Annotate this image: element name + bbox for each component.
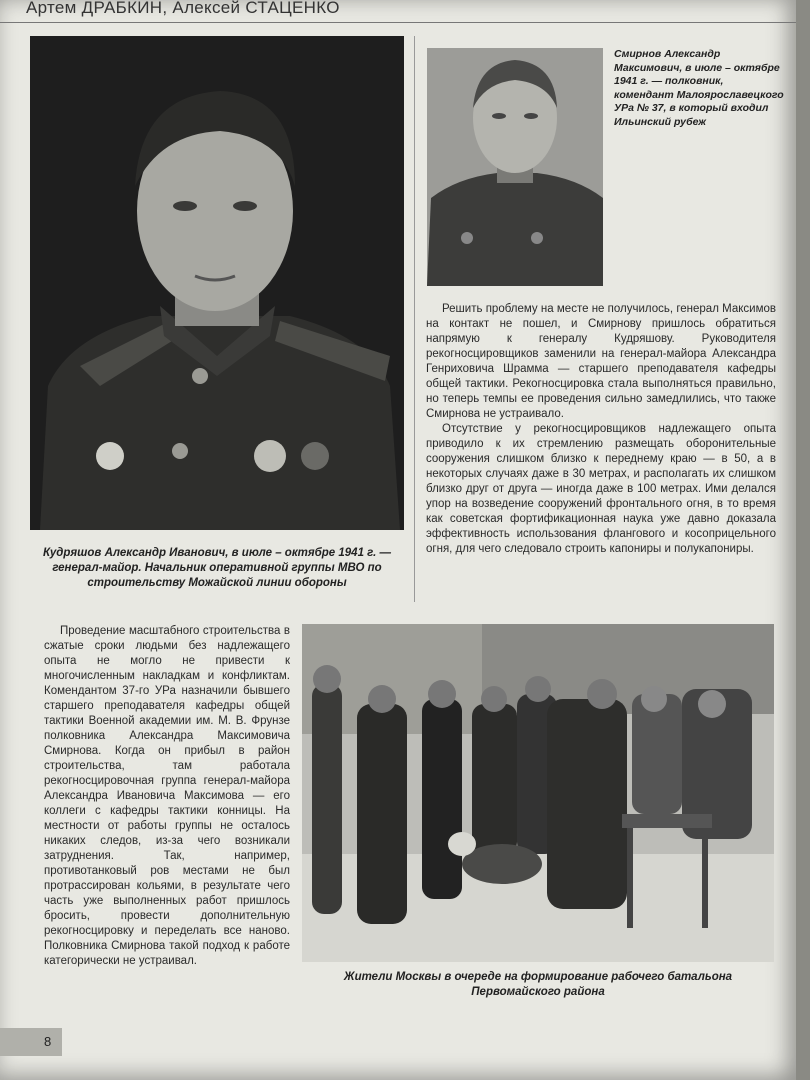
caption-kudryashov: Кудряшов Александр Иванович, в июле – октябре 1941 г. — генерал-майор. Начальник оперативной группы МВО по строительству Можайской линии обороны [42,547,392,589]
crowd-queue-photo-image [302,624,774,962]
header-authors: Артем ДРАБКИН, Алексей СТАЦЕНКО [26,0,340,17]
portrait-photo-smirnov [427,48,603,286]
right-column-text [426,302,776,557]
page-number-box [0,1028,62,1056]
left-paragraph-1: Проведение масштабного строительства в сжатые сроки людьми без надлежащего опыта не могло не привести к многочисленным накладкам и конфликтам. Комендантом 37-го УРа назначили бывшего старшего преподавателя кафедры общей тактики Военной академии им. М. В. Фрунзе полковника Александра Максимовича Смирнова. Когда он прибыл в район строительства, там работала рекогносцировочная группа генерал-майора Александра Ивановича Максимова — его коллеги с кафедры тактики конницы. На местности от работы группы не осталось никаких следов, из-за чего возникали затруднения. Так, например, противотанковый ров местами не был протрассирован кольями, в результате чего часть уже выполненных работ пришлось бросить, провести дополнительную рекогносцировку и переделать все наново. Полковника Смирнова такой подход к работе категорически не устраивал. [44,625,290,967]
right-paragraph-1: Решить проблему на месте не получилось, генерал Максимов на контакт не пошел, и Смирнову пришлось обратиться напрямую к генералу Кудряшову. Руководителя рекогносцировщиков заменили на генерал-майора Александра Генриховича Шрамма — старшего преподавателя кафедры общей тактики. Рекогносцировка стала выполняться правильно, но теперь темпы ее проведения сильно замедлились, что также Смирнова не устраивало. [426,303,776,420]
portrait-photo-smirnov-image [427,48,603,286]
portrait-photo-kudryashov-image [30,36,404,530]
crowd-queue-photo [302,624,774,962]
right-paragraph-2: Отсутствие у рекогносцировщиков надлежащего опыта приводило к их стремлению размещать оборонительные сооружения слишком близко к переднему краю — в 50, а в некоторых случаях даже в 30 метрах, и располагать их слишком близко друг от друга — иногда даже в 100 метрах. Ими делался упор на возведение сооружений фронтального огня, в то время как советская фортификационная наука уже давно доказала эффективность использования флангового и косоприцельного огня, для чего следовало строить капониры и полукапониры. [426,423,776,555]
caption-crowd: Жители Москвы в очереде на формирование рабочего батальона Первомайского района [343,971,733,998]
page-number: 8 [44,1034,52,1049]
portrait-photo-kudryashov [30,36,404,530]
caption-smirnov: Смирнов Александр Максимович, в июле – октябре 1941 г. — полковник, комендант Малоярославецкого УРа № 37, в который входил Ильинский рубеж [614,48,784,128]
running-header [0,0,796,23]
left-column-text [44,624,290,969]
column-divider [414,36,415,602]
